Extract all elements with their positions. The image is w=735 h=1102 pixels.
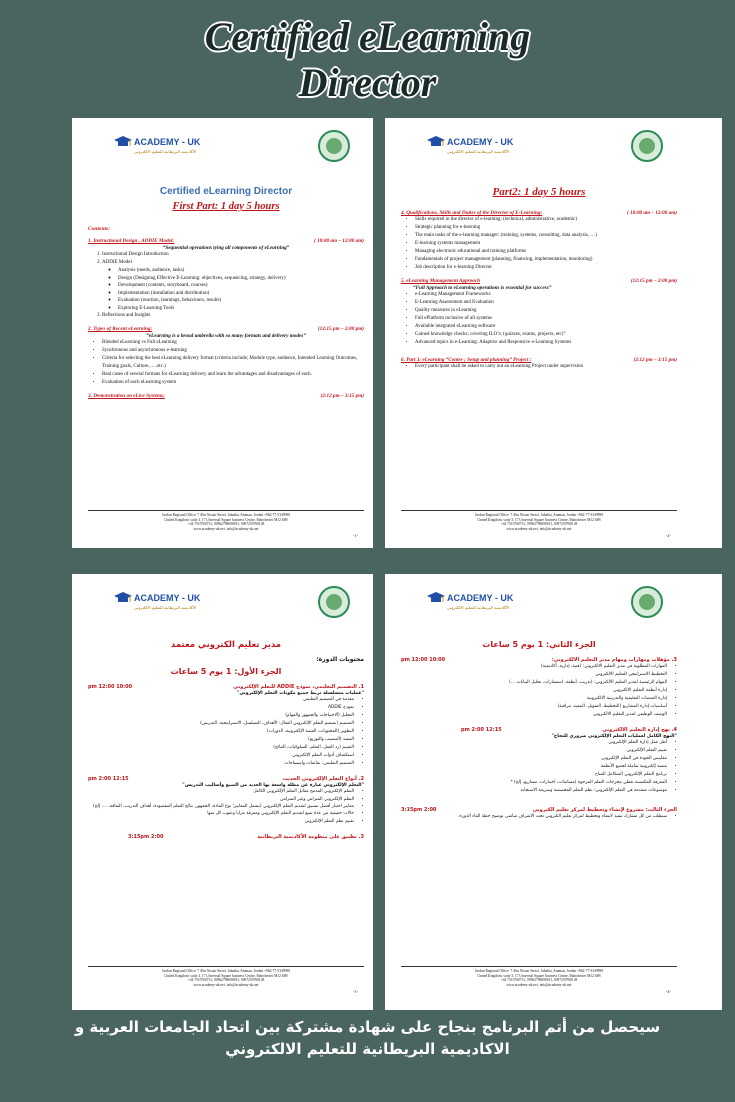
section-time: 12:15 2:00 pm [88,776,129,782]
main-title [0,14,735,106]
list-item: • Every participant shall be asked to carry out an eLearning Project under supervision [415,363,677,371]
footer-line: +44 7510760731, 00962798698181, 0097259768128 [187,522,265,527]
page-2 [393,124,685,544]
section-time: (12:15 pm – 2:00 pm) [317,326,364,332]
list-item: • المهارات المطلوبة في مدير التعليم الالكتروني: (فنية، إدارية، أكاديمية) [401,663,667,671]
list-item: • التقييم (رد الفعل، التعلم، السلوكيات، النتائج) [88,744,354,752]
page-header [401,124,677,172]
section-list [88,696,364,768]
footer-line: +44 7510760731, 00962798698181, 0097259768128 [500,522,578,527]
footer-line: +44 7510760731, 00962798698181, 0097259768128 [187,978,265,983]
section-heading [88,393,364,399]
section-heading [88,326,364,332]
list-item: • Blended eLearning vs Full eLearning [102,339,364,347]
doc-title: مدير تعليم الكتروني معتمد [170,640,282,650]
university-seal-icon [318,130,350,162]
page-footer [88,510,364,531]
footer-line: www.academy-uk.net, info@academy-uk.net [506,526,572,531]
part-heading: الجزء الأول: 1 يوم 5 ساعات [170,667,282,676]
section-quote: "التعلم الإلكتروني عبارة عن مظلة واسعة بها العديد من الصيغ وأساليب التدريس" [182,783,364,788]
section-list [88,788,364,826]
list-item: • Criteria for selecting the best eLearning delivery format (criteria include; Module type, audience, Intended Learning Outcomes, Training goals, Culture,…..etc.) [102,355,364,371]
page-number: -1- [352,533,358,538]
section-title: 3. تطبيق على منظومة الأكاديمية البريطانية [257,834,364,840]
list-item: • Synchronous and asynchronous e-learning [102,347,364,355]
footer-line: United Kingdom: suite 3, 17 Universal Square business Centre, Manchester M12 6JH [164,517,288,522]
academy-logo-text: ACADEMY - UK [447,593,514,603]
list-item: • أطر عمل إدارة التعلم الإلكتروني [401,739,667,747]
section-quote: "النهج الكامل لعمليات التعلم الإلكتروني ضروري للنجاح" [551,734,677,739]
page-number: -2- [665,533,671,538]
list-item: • Advanced topics in e-Learning: Adaptive and Responsive e-Learning Systems [415,339,677,347]
main-title-line2: Director [298,60,437,105]
certificate-note [0,1016,735,1060]
certificate-note-line2: الاكاديمية البريطانية للتعليم الالكتروني [225,1040,510,1058]
list-item: • استكشاف أدوات التعلم الإلكتروني [88,752,354,760]
certificate-note-line1: سيحصل من أتم البرنامج بنجاح على شهادة مشتركة بين اتحاد الجامعات العربية و [74,1018,661,1036]
list-item: • تقييم نظم التعلم الإلكتروني [88,818,354,826]
academy-logo-text: ACADEMY - UK [447,137,514,147]
page-footer [401,510,677,531]
contents-label: Contents: [88,226,111,232]
page-footer [88,966,364,987]
list-item: ◦ Analysis (needs, audience, tasks) [118,267,364,275]
section-quote: “Full Approach to eLearning operations is essential for success” [413,285,552,291]
section-time: 12:15 2:00 pm [461,727,502,733]
contents-label: محتويات الدورة: [316,656,364,663]
page-4 [393,580,685,1000]
section-title: 4. Qualifications, Skills and Duties of the Director of E-Learning: [401,210,543,216]
list-item: 3. Reflections and Insights [102,312,364,320]
section-time: ( 10:00 am – 12:00 am) [314,238,364,244]
academy-logo-text: ACADEMY - UK [134,593,201,603]
section-quote: "عمليات متسلسلة تربط جميع مكونات التعلم الإلكتروني" [237,691,364,696]
footer-line: +44 7510760731, 00962798698181, 0097259768128 [500,978,578,983]
list-item: • Skills required in the director of e-learning: (technical, administrative, academic) [415,216,677,224]
list-item: • أساسيات إدارة المشاريع (التخطيط، التمويل، التنفيذ، مراقبة) [401,703,667,711]
section-time: 10:00 12:00 pm [88,684,133,690]
academy-logo-subtitle: الأكاديمية البريطانية للتعليم الالكتروني [134,149,197,154]
part-heading: الجزء الثاني: 1 يوم 5 ساعات [482,640,596,649]
list-item: • التخطيط الاستراتيجي للتعليم الالكتروني [401,671,667,679]
footer-line: Jordan Regional Office: 7 Abu Nosair Street, Jubaiha, Amman, Jordan +962-77-5349998 [161,513,291,517]
list-item: • المعرفة المكتسبة تغطي مخرجات التعلم المرجوة (مسابقات، اختبارات، مشاريع، إلخ) * [401,779,667,787]
section-list [401,216,677,272]
list-item: ◦ Development (contents, storyboard, courses) [118,282,364,290]
horizontal-divider [72,548,722,574]
graduation-cap-icon [114,592,132,604]
section-title: 5. eLearning Management Approach [401,278,481,284]
section-time: (2:12 pm – 3:15 pm) [320,393,364,399]
list-item: • نموذج ADDIE [88,704,354,712]
list-item: • حالات حقيقية من عدة صيغ لتقديم التعلم الإلكتروني ومعرفة مزايا وعيوب كل منها [88,810,354,818]
footer-line: United Kingdom: suite 3, 17 Universal Square business Centre, Manchester M12 6JH [477,973,601,978]
section-title: 6. Part 3: eLearning “Centre ; Setup and planning” Project : [401,357,532,363]
footer-line: Jordan Regional Office: 7 Abu Nosair Street, Jubaiha, Amman, Jordan +962-77-5349998 [474,513,604,517]
list-item: • التحليل (الاحتياجات والجمهور والمهام) [88,712,354,720]
list-item [102,259,364,312]
part-heading: Part2: 1 day 5 hours [492,186,586,198]
section-time: 10:00 12:00 pm [401,657,446,663]
university-seal-icon [318,586,350,618]
list-item: • التصميم التعليمي: نقاشات واستنتاجات [88,760,354,768]
academy-logo-text: ACADEMY - UK [134,137,201,147]
part-heading: First Part: 1 day 5 hours [172,201,280,212]
footer-line: www.academy-uk.net, info@academy-uk.net [193,526,259,531]
page-header [88,124,364,172]
page-3 [80,580,372,1000]
section-time: (12:15 pm – 2:00 pm) [630,278,677,284]
list-item: • التعلم الإلكتروني المدمج مقابل التعلم الإلكتروني الكامل [88,788,354,796]
section-title: 1. التصميم التعليمي، نموذج ADDIE للتعلم الإلكتروني [233,684,364,690]
list-item: • منصة إلكترونية شاملة لجميع الأنظمة [401,763,667,771]
list-item: • إدارة أنظمة التعليم الالكتروني [401,687,667,695]
section-list [401,291,677,347]
list-item: • مقاييس الجودة في التعلم الإلكتروني [401,755,667,763]
list-item: • Strategic planning for e-learning [415,224,677,232]
list-item: • التصميم (تصميم التعلم الإلكتروني الفعال: الأهداف، التسلسل، الاستراتيجية، التدريس) [88,720,354,728]
page-footer [401,966,677,987]
footer-line: Jordan Regional Office: 7 Abu Nosair Street, Jubaiha, Amman, Jordan +962-77-5349998 [161,969,291,973]
doc-title: Certified eLearning Director [159,186,293,197]
list-item: ◦ Exploring E-Learning Tools [118,305,364,313]
academy-logo-subtitle: الأكاديمية البريطانية للتعليم الالكتروني [447,605,510,610]
footer-line: www.academy-uk.net, info@academy-uk.net [193,982,259,987]
section-title: 4. نهج إدارة التعليم الالكتروني [602,727,677,733]
list-item: ◦ Design (Designing Effective E-Learning: objectives, sequencing, strategy, delivery) [118,275,364,283]
list-item: • موضوعات متقدمة في التعلم الإلكتروني: نظم التعلم المخصصة وسريعة الاستجابة [401,787,667,795]
list-item: • Available integrated eLearning software [415,323,677,331]
section-title: 3. Demonstration on eLive Systems; [88,393,165,399]
section-title: 1. Instructional Design , ADDIE Model: [88,238,175,244]
section-time: 3:15pm 2:00 [401,807,437,813]
list-item-label: ADDIE Model [102,260,132,265]
list-item: • معايير اختيار أفضل تنسيق لتقديم التعلم الإلكتروني (تشمل المعايير؛ نوع المادة، الجمهور، نتائج التعلم المقصودة، أهداف التدريب، الثقافة، .... إلخ) [88,804,354,810]
list-item: • Real cases of several formats for eLearning delivery and learn the advantages and disadvantages of each. [102,371,364,379]
list-item: • E-learning systems management [415,240,677,248]
list-item: • التنفيذ (التنصيب والتوزيع) [88,736,354,744]
list-item: • The main tasks of the e-learning manager: (training, systems, consulting, data analysis, …) [415,232,677,240]
list-item: • المهام الرئيسية لمدير التعليم الالكتروني: (تدريب، أنظمة، استشارات، تحليل البيانات ...) [401,679,667,687]
section-list [88,251,364,320]
page-header [88,580,364,628]
page-number: -4- [665,989,671,994]
main-title-line1: Certified eLearning [204,14,531,59]
list-item: • برنامج التعلم الإلكتروني المتكامل المتاح [401,771,667,779]
section-heading [88,834,364,840]
university-seal-icon [631,130,663,162]
sub-list [102,267,364,312]
footer-line: United Kingdom: suite 3, 17 Universal Square business Centre, Manchester M12 6JH [477,517,601,522]
section-title: 2. Types of Recent eLearning: [88,326,153,332]
section-list [401,813,677,820]
graduation-cap-icon [427,592,445,604]
list-item: • Job description for e-learning Director [415,264,677,272]
list-item: • Managing electronic educational and training platforms [415,248,677,256]
page-header [401,580,677,628]
list-item: • Fundamentals of project management (planning, financing, implementation, monitoring) [415,256,677,264]
academy-logo-subtitle: الأكاديمية البريطانية للتعليم الالكتروني [134,605,197,610]
list-item: • إدارة المنصات التعليمية والتدريبية الالكترونية [401,695,667,703]
list-item: 1. Instructional Design Introduction [102,251,364,259]
list-item: • مقدمة في التصميم التعليمي [88,696,354,704]
graduation-cap-icon [427,136,445,148]
section-time: 2:00 3:15pm [128,834,164,840]
list-item: • تقييم التعلم الإلكتروني [401,747,667,755]
list-item: • E-Learning Assessment and Evaluation [415,299,677,307]
list-item: • Gained knowledge checks; covering ILO’s; (quizzes, exams, projects, etc)” [415,331,677,339]
list-item: • التطوير (المحتويات، القصة الإلكترونية، الدورات) [88,728,354,736]
section-heading [88,684,364,690]
list-item: ◦ Implementation (installation and distribution) [118,290,364,298]
section-heading [401,727,677,733]
section-time: ( 10:00 am – 12:00 am) [627,210,677,216]
section-heading [88,776,364,782]
section-heading [88,238,364,244]
section-list [88,339,364,387]
list-item: • Evaluation of each eLearning system [102,379,364,387]
section-list [401,363,677,371]
section-title: الجزء الثالث: مشروع لإنشاء وتخطيط لمركز تعليم الكتروني [532,807,677,813]
university-seal-icon [631,586,663,618]
list-item: ◦ Evaluation (reaction, learnings, behaviours, results) [118,297,364,305]
footer-line: United Kingdom: suite 3, 17 Universal Square business Centre, Manchester M12 6JH [164,973,288,978]
section-time: (2:12 pm – 3:15 pm) [633,357,677,363]
section-list [401,739,677,795]
list-item: • الوصف الوظيفي لمدير التعليم الالكتروني [401,711,667,719]
section-quote: “Sequential operations tying all components of eLearning” [162,245,290,251]
section-heading [401,278,677,284]
page-1 [80,124,372,544]
section-title: 3. مؤهلات ومهارات ومهام مدير التعليم الالكتروني: [551,657,677,663]
list-item: • Quality measures in eLearning [415,307,677,315]
academy-logo-subtitle: الأكاديمية البريطانية للتعليم الالكتروني [447,149,510,154]
list-item: • Full ePlatform inclusive of all systems [415,315,677,323]
section-quote: “eLearning is a broad umbrella with so many formats and delivery modes” [146,333,306,339]
footer-line: Jordan Regional Office: 7 Abu Nosair Street, Jubaiha, Amman, Jordan +962-77-5349998 [474,969,604,973]
graduation-cap-icon [114,136,132,148]
list-item: • التعلم الإلكتروني المتزامن وغير المتزامن [88,796,354,804]
footer-line: www.academy-uk.net, info@academy-uk.net [506,982,572,987]
list-item: • سيطلب من كل مشارك تنفيذ لانشاء وتخطيط لمركز تعليم الكتروني تحت الاشراف مباشر، توضيح خطة الفاء الدورة. [401,813,667,820]
list-item: • e-Learning Management Frameworks [415,291,677,299]
section-title: 2. أنواع التعلم الإلكتروني الحديث [282,776,364,782]
page-number: -3- [352,989,358,994]
section-list [401,663,677,719]
